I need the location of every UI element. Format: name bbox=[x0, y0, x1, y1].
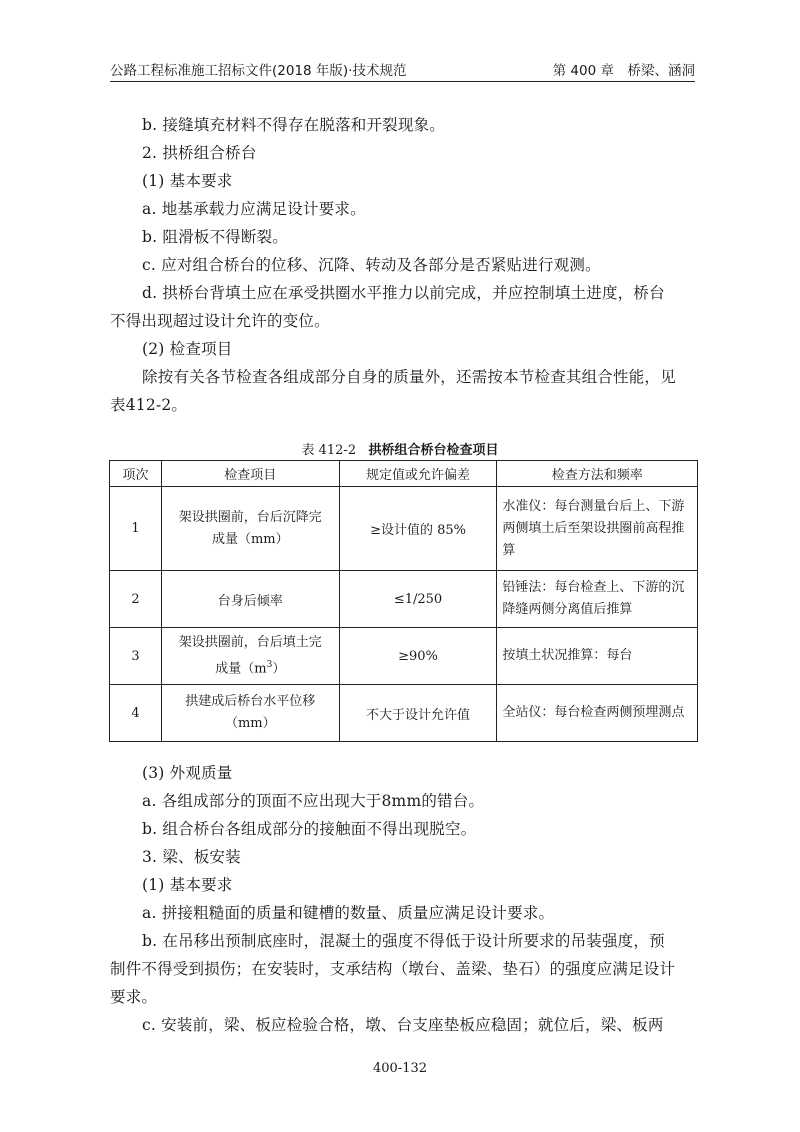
table-row bbox=[110, 628, 698, 685]
cell-spec: 不大于设计允许值 bbox=[339, 685, 497, 742]
cell-method: 按填土状况推算：每台 bbox=[497, 628, 698, 685]
subsection-heading: (2) 检查项目 bbox=[142, 340, 233, 358]
paragraph-line: b. 接缝填充材料不得存在脱落和开裂现象。 bbox=[142, 116, 445, 134]
paragraph-line: c. 应对组合桥台的位移、沉降、转动及各部分是否紧贴进行观测。 bbox=[142, 256, 601, 274]
cell-no: 1 bbox=[110, 487, 162, 571]
paragraph-line: a. 拼接粗糙面的质量和键槽的数量、质量应满足设计要求。 bbox=[142, 904, 555, 922]
page-header bbox=[110, 56, 695, 82]
table-caption-title: 拱桥组合桥台检查项目 bbox=[368, 443, 499, 458]
subsection-heading: (1) 基本要求 bbox=[142, 876, 233, 894]
cell-spec: ≥90% bbox=[339, 628, 497, 685]
paragraph-line: 表412-2。 bbox=[110, 396, 188, 414]
cell-no: 4 bbox=[110, 685, 162, 742]
inspection-table bbox=[109, 460, 698, 742]
paragraph-line: b. 在吊移出预制底座时，混凝土的强度不得低于设计所要求的吊装强度，预 bbox=[142, 932, 665, 950]
table-row bbox=[110, 571, 698, 628]
table-caption bbox=[0, 439, 800, 458]
header-rule bbox=[110, 81, 695, 82]
table-header-row bbox=[110, 461, 698, 487]
paragraph-line: a. 地基承载力应满足设计要求。 bbox=[142, 200, 366, 218]
table-caption-number: 表 412-2 bbox=[301, 443, 357, 458]
cell-method: 铅锤法：每台检查上、下游的沉降缝两侧分离值后推算 bbox=[497, 571, 698, 628]
cell-item: 拱建成后桥台水平位移（mm） bbox=[161, 685, 339, 742]
section-heading: 3. 梁、板安装 bbox=[142, 848, 241, 866]
cell-method: 全站仪：每台检查两侧预埋测点 bbox=[497, 685, 698, 742]
cell-no: 3 bbox=[110, 628, 162, 685]
paragraph-line: b. 组合桥台各组成部分的接触面不得出现脱空。 bbox=[142, 820, 477, 838]
cell-no: 2 bbox=[110, 571, 162, 628]
paragraph-line: 要求。 bbox=[110, 988, 158, 1006]
cell-item: 架设拱圈前，台后沉降完成量（mm） bbox=[161, 487, 339, 571]
subsection-heading: (1) 基本要求 bbox=[142, 172, 233, 190]
column-header-method: 检查方法和频率 bbox=[497, 461, 698, 487]
paragraph-line: c. 安装前，梁、板应检验合格，墩、台支座垫板应稳固；就位后，梁、板两 bbox=[142, 1016, 664, 1034]
paragraph-line: 制件不得受到损伤；在安装时，支承结构（墩台、盖梁、垫石）的强度应满足设计 bbox=[110, 960, 676, 978]
paragraph-line: d. 拱桥台背填土应在承受拱圈水平推力以前完成，并应控制填土进度，桥台 bbox=[142, 284, 665, 302]
table-row bbox=[110, 685, 698, 742]
cell-item: 台身后倾率 bbox=[161, 571, 339, 628]
page-number: 400-132 bbox=[372, 1061, 428, 1076]
cell-spec: ≥设计值的 85% bbox=[339, 487, 497, 571]
cell-method: 水准仪：每台测量台后上、下游两侧填土后至架设拱圈前高程推算 bbox=[497, 487, 698, 571]
paragraph-line: 除按有关各节检查各组成部分自身的质量外，还需按本节检查其组合性能，见 bbox=[142, 368, 676, 386]
section-heading: 2. 拱桥组合桥台 bbox=[142, 144, 257, 162]
column-header-no: 项次 bbox=[110, 461, 162, 487]
paragraph-line: a. 各组成部分的顶面不应出现大于8mm的错台。 bbox=[142, 792, 485, 810]
column-header-spec: 规定值或允许偏差 bbox=[339, 461, 497, 487]
paragraph-line: b. 阻滑板不得断裂。 bbox=[142, 228, 288, 246]
subsection-heading: (3) 外观质量 bbox=[142, 764, 233, 782]
column-header-item: 检查项目 bbox=[161, 461, 339, 487]
cell-item: 架设拱圈前，台后填土完成量$(m^3)$ bbox=[161, 628, 339, 685]
cell-spec: ≤1/250 bbox=[339, 571, 497, 628]
header-document-title: 公路工程标准施工招标文件(2018 年版)·技术规范 bbox=[110, 63, 407, 79]
paragraph-line: 不得出现超过设计允许的变位。 bbox=[110, 312, 330, 330]
header-chapter-title: 第 400 章 桥梁、涵洞 bbox=[552, 63, 695, 79]
table-row bbox=[110, 487, 698, 571]
